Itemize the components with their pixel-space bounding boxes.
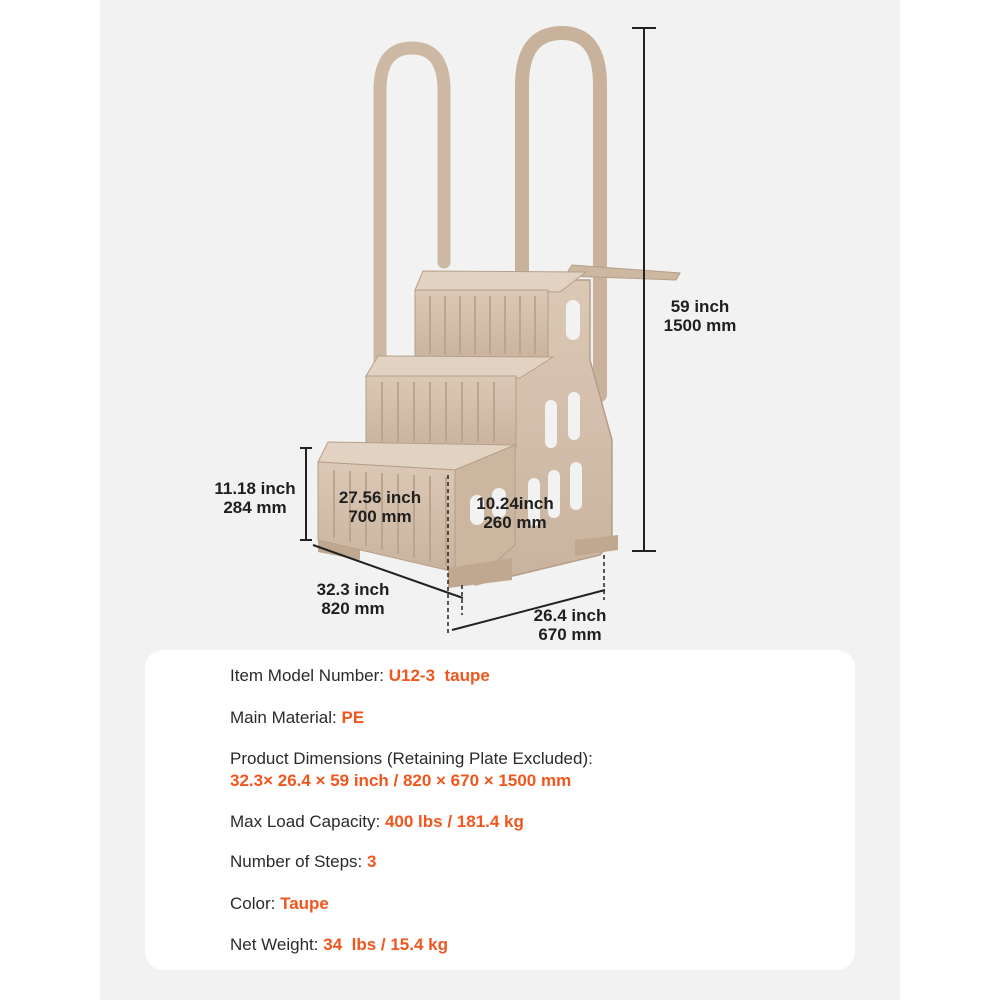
spec-steps: Number of Steps: 3 <box>230 852 377 871</box>
step-width-dimension-label <box>325 488 435 526</box>
spec-weight-value: 34 lbs / 15.4 kg <box>323 935 448 954</box>
height-imperial: 59 inch <box>670 297 730 316</box>
spec-color: Color: Taupe <box>230 894 329 913</box>
step-width-metric: 700 mm <box>348 507 412 526</box>
spec-dimensions-value: 32.3× 26.4 × 59 inch / 820 × 670 × 1500 mm <box>230 771 572 790</box>
step-width-imperial: 27.56 inch <box>338 488 422 507</box>
step-depth-metric: 260 mm <box>483 513 547 532</box>
overall-depth-metric: 670 mm <box>538 625 602 644</box>
spec-steps-value: 3 <box>367 852 377 871</box>
height-dimension-label <box>650 297 750 335</box>
overall-depth-dimension-label <box>515 606 625 644</box>
top-step-riser <box>415 290 548 360</box>
overall-width-imperial: 32.3 inch <box>316 580 390 599</box>
spec-dimensions: Product Dimensions (Retaining Plate Excluded): 32.3× 26.4 × 59 inch / 820 × 670 × 1500 mm <box>230 749 593 790</box>
spec-card <box>145 650 855 970</box>
step-depth-dimension-label <box>460 494 570 532</box>
spec-color-value: Taupe <box>280 894 329 913</box>
height-metric: 1500 mm <box>663 316 737 335</box>
step-height-dimension-label <box>200 479 310 517</box>
step-depth-imperial: 10.24inch <box>476 494 554 513</box>
spec-load-value: 400 lbs / 181.4 kg <box>384 812 524 831</box>
overall-width-metric: 820 mm <box>321 599 385 618</box>
spec-model: Item Model Number: U12-3 taupe <box>230 666 490 685</box>
overall-width-dimension-label <box>298 580 408 618</box>
spec-material: Main Material: PE <box>230 708 365 727</box>
spec-model-value: U12-3 taupe <box>388 666 490 685</box>
overall-depth-imperial: 26.4 inch <box>533 606 607 625</box>
middle-step-tread <box>366 356 553 378</box>
spec-load: Max Load Capacity: 400 lbs / 181.4 kg <box>230 812 524 831</box>
step-height-metric: 284 mm <box>223 498 287 517</box>
top-step-tread <box>415 271 586 292</box>
step-height-imperial: 11.18 inch <box>214 479 296 498</box>
spec-material-value: PE <box>341 708 365 727</box>
spec-weight: Net Weight: 34 lbs / 15.4 kg <box>230 935 448 954</box>
